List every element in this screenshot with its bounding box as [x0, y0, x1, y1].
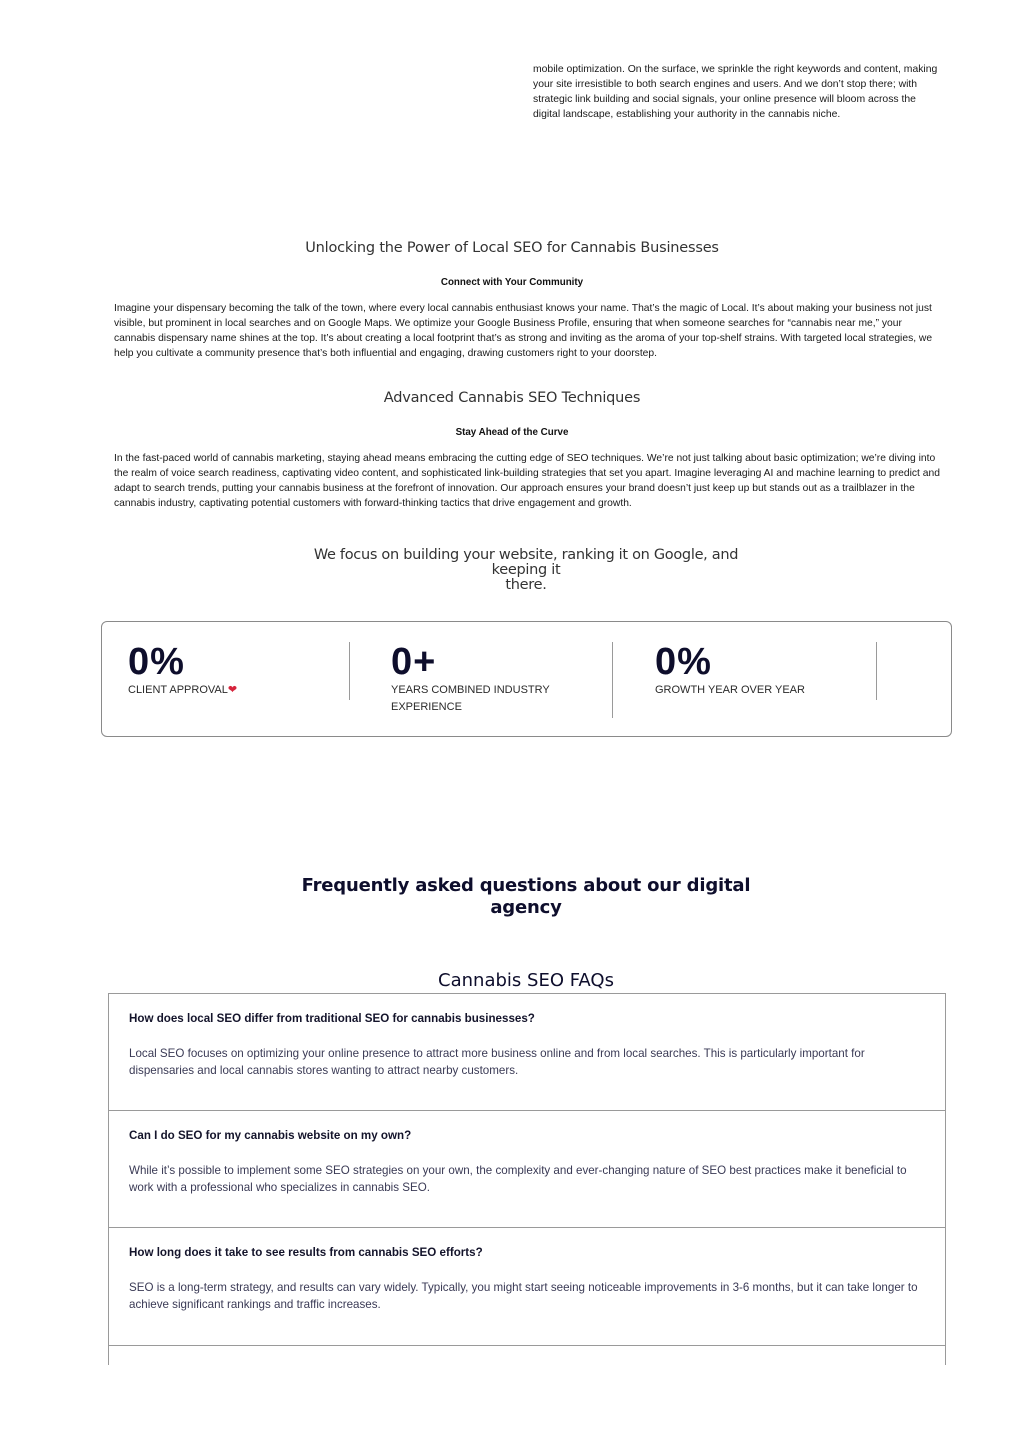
stat-number: 0% [655, 641, 712, 683]
stat-years-experience [391, 642, 550, 716]
stat-label-line-2: EXPERIENCE [391, 701, 462, 713]
stat-divider [349, 642, 350, 700]
faq-subtitle: Cannabis SEO FAQs [438, 970, 614, 991]
stat-label [128, 682, 237, 699]
faq-title-line-1: Frequently asked questions about our digital [301, 875, 751, 896]
stat-growth [655, 642, 805, 699]
stat-divider [612, 642, 613, 718]
local-seo-subheading: Connect with Your Community [440, 277, 584, 288]
stat-label-line-1: YEARS COMBINED INDUSTRY [391, 684, 550, 696]
focus-line-1: We focus on building your website, ranking it on Google, and keeping it [313, 547, 739, 578]
advanced-seo-subheading: Stay Ahead of the Curve [455, 427, 569, 438]
stat-label [391, 682, 550, 716]
stat-client-approval [128, 642, 237, 699]
faq-item[interactable] [108, 993, 946, 1111]
stats-panel [101, 621, 952, 737]
faq-item-partial[interactable] [108, 1345, 946, 1365]
faq-title-line-2: agency [490, 897, 562, 918]
faq-answer: Local SEO focuses on optimizing your online presence to attract more business online and from local searches. This is particularly important for dispensaries and local cannabis stores wanting to attract nearby customers. [129, 1047, 865, 1077]
advanced-seo-heading: Advanced Cannabis SEO Techniques [383, 390, 641, 406]
faq-title [0, 875, 1024, 919]
stat-label: GROWTH YEAR OVER YEAR [655, 684, 805, 696]
intro-paragraph: mobile optimization. On the surface, we sprinkle the right keywords and content, making your site irresistible to both search engines and users. And we don’t stop there; with strategic link building and social signals, your online presence will bloom across the digital landscape, establishing your authority in the cannabis niche. [533, 64, 938, 120]
faq-question[interactable]: Can I do SEO for my cannabis website on my own? [129, 1129, 412, 1142]
focus-line-2: there. [505, 577, 547, 593]
local-seo-heading: Unlocking the Power of Local SEO for Cannabis Businesses [305, 240, 719, 256]
advanced-seo-body: In the fast-paced world of cannabis marketing, staying ahead means embracing the cutting edge of SEO techniques. We’re not just talking about basic optimization; we’re diving into the realm of voice search readiness, captivating video content, and sophisticated link-building strategies that set you apart. Imagine leveraging AI and machine learning to predict and adapt to search trends, putting your cannabis business at the forefront of innovation. Our approach ensures your brand doesn’t just keep up but stands out as a trailblazer in the cannabis industry, captivating potential customers with forward-thinking tactics that drive engagement and growth. [114, 453, 940, 509]
stat-label-text: CLIENT APPROVAL [128, 684, 228, 696]
focus-statement [286, 548, 766, 593]
stat-divider [876, 642, 877, 700]
faq-item[interactable] [108, 1227, 946, 1345]
faq-question[interactable]: How does local SEO differ from traditional SEO for cannabis businesses? [129, 1012, 535, 1025]
local-seo-body: Imagine your dispensary becoming the talk of the town, where every local cannabis enthusiast knows your name. That’s the magic of Local. It’s about making your business not just visible, but prominent in local searches and on Google Maps. We optimize your Google Business Profile, ensuring that when someone searches for “cannabis near me,” your cannabis dispensary name shines at the top. It’s about creating a local footprint that’s as strong and inviting as the aroma of your top-shelf strains. With targeted local strategies, we help you cultivate a community presence that’s both influential and engaging, drawing customers right to your doorstep. [114, 303, 933, 359]
faq-answer: While it’s possible to implement some SEO strategies on your own, the complexity and ever-changing nature of SEO best practices make it beneficial to work with a professional who specializes in cannabis SEO. [129, 1164, 907, 1194]
stat-number: 0% [128, 641, 185, 683]
heart-icon: ❤ [227, 684, 238, 696]
faq-question[interactable]: How long does it take to see results from cannabis SEO efforts? [129, 1246, 483, 1259]
faq-item[interactable] [108, 1110, 946, 1228]
stat-number: 0+ [391, 641, 437, 683]
faq-answer: SEO is a long-term strategy, and results can vary widely. Typically, you might start seeing noticeable improvements in 3-6 months, but it can take longer to achieve significant rankings and traffic increases. [129, 1281, 918, 1311]
